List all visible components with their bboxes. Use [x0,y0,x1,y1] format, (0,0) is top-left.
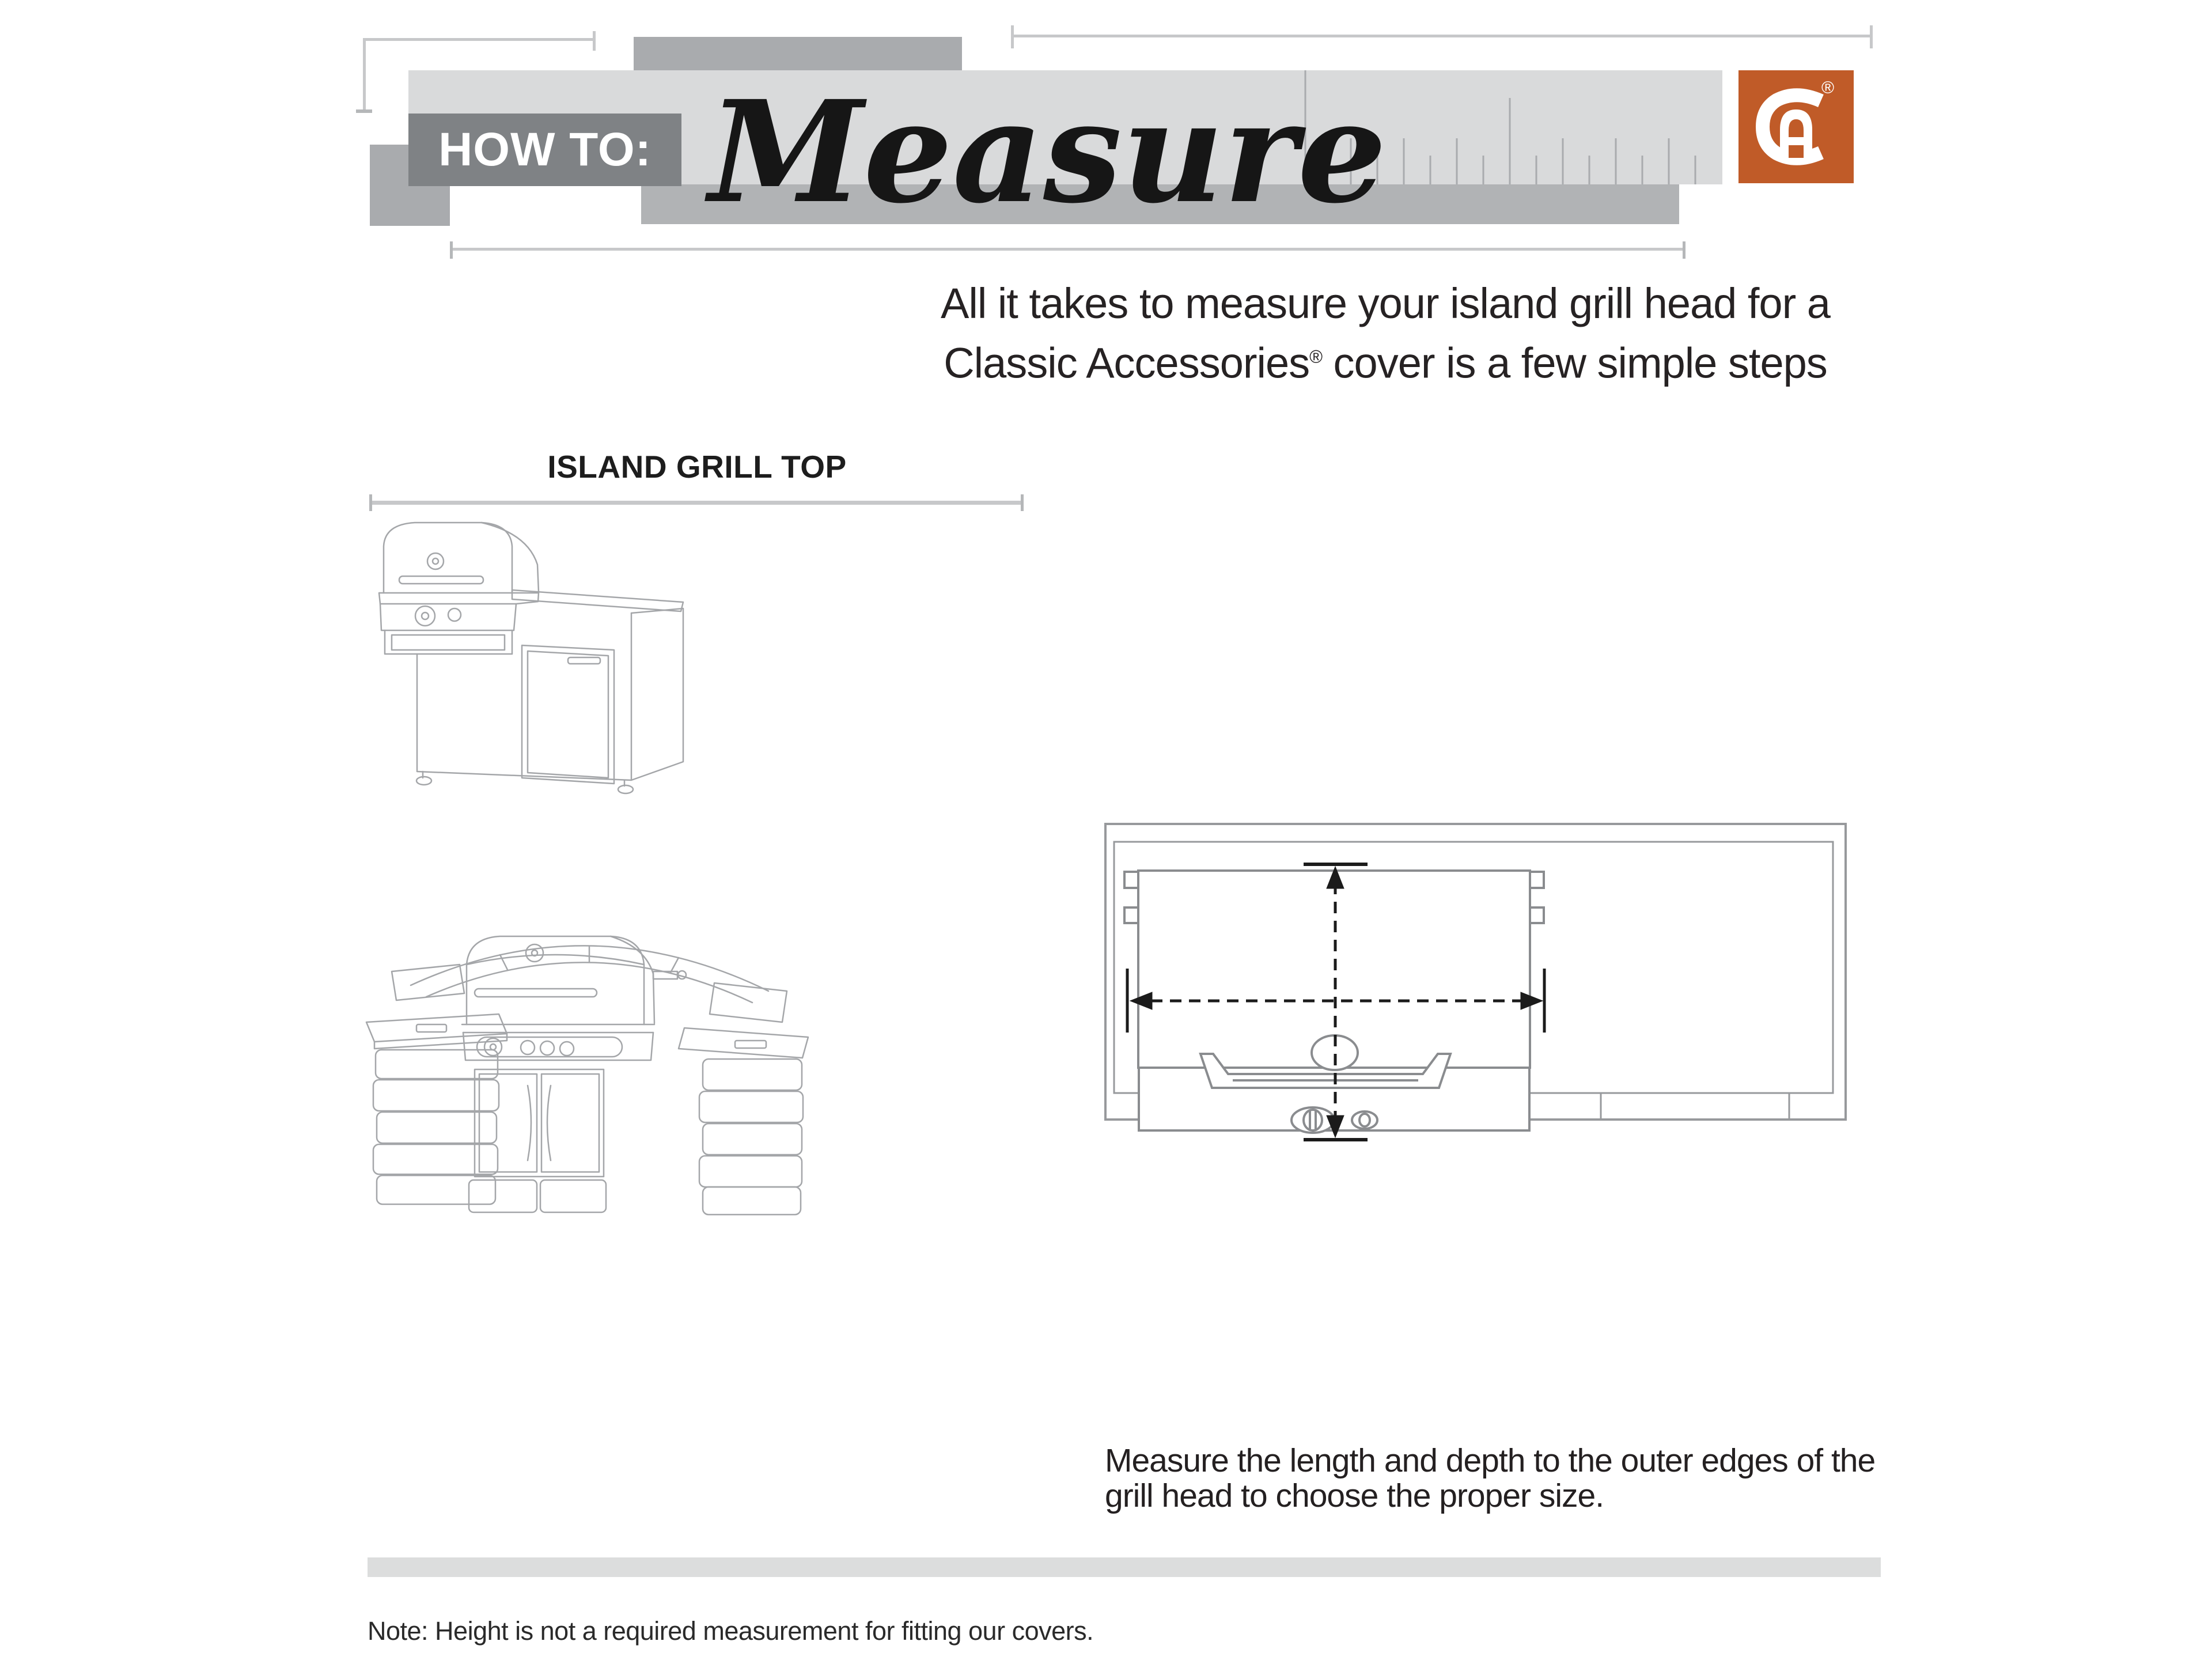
section-bracket-left-tick [369,494,372,511]
brand-name: Classic Accessories [944,339,1310,387]
footer-divider-bar [368,1557,1881,1577]
intro-text [864,277,1907,390]
how-to-kicker-box [408,114,681,186]
section-bracket-right-tick [1021,494,1024,511]
how-to-kicker-label: HOW TO: [438,123,652,176]
logo-registered-mark: ® [1821,78,1835,97]
classic-accessories-logo [1738,70,1854,183]
header-under-rule-right-tick [1683,241,1685,259]
stone-island-grill-drawing [362,909,817,1235]
island-grill-cart-drawing [368,517,704,831]
caption-line-2: grill head to choose the proper size. [1105,1477,1604,1514]
section-label: ISLAND GRILL TOP [547,449,847,485]
header-under-rule-left-tick [450,241,453,259]
island-top-view-diagram [1094,818,1878,1158]
top-right-rule-left-tick [1011,25,1014,48]
intro-line-1: All it takes to measure your island grill head for a [941,279,1830,327]
classic-accessories-monogram-icon [1738,70,1854,183]
intro-line-2-rest: cover is a few simple steps [1322,339,1827,387]
top-left-bracket-end-tick [593,31,596,51]
top-left-bracket-vertical [363,38,366,112]
section-bracket-line [369,501,1024,505]
header-gray-block-top [634,37,962,70]
intro-line-2 [864,330,1907,390]
caption-line-1: Measure the length and depth to the outer edges of the [1105,1442,1876,1479]
registered-mark: ® [1309,347,1322,367]
top-right-rule [1011,35,1873,37]
top-left-bracket-horizontal [363,38,594,41]
top-left-bracket-bottom-cap [356,109,372,113]
page-title: Measure [709,70,1387,235]
header-under-rule [451,248,1685,251]
footer-note: Note: Height is not a required measurement for fitting our covers. [368,1616,1094,1646]
top-right-rule-right-tick [1870,25,1873,48]
measure-caption [1105,1443,1923,1514]
